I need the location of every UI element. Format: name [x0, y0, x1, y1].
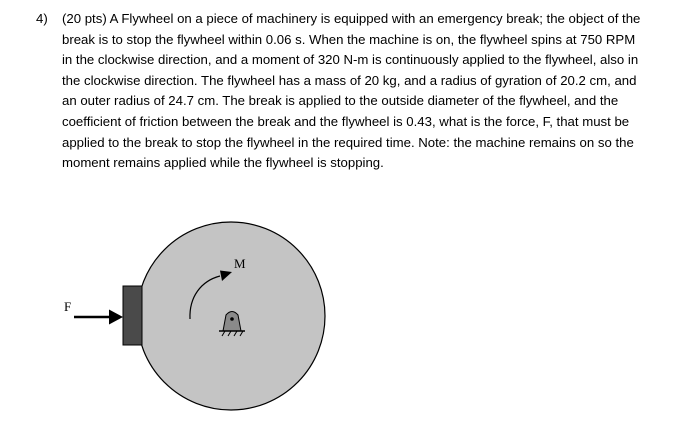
moment-label: M: [234, 256, 246, 271]
force-label: F: [64, 299, 72, 314]
problem-number: 4): [36, 11, 48, 26]
brake-pad: [123, 286, 142, 345]
problem-text: (20 pts) A Flywheel on a piece of machinery is equipped with an emergency break; the object of the break is to stop the flywheel within 0.06 s. When the machine is on, the flywheel spins at 750 RPM in the clockwise direction, and a moment of 320 N-m is continuously applied to the flywheel, also in the clockwise direction. The flywheel has a mass of 20 kg, and a radius of gyration of 20.2 cm, and an outer radius of 24.7 cm. The break is applied to the outside diameter of the flywheel, and the coefficient of friction between the break and the flywheel is 0.43, what is the force, F, that must be applied to the break to stop the flywheel in the required time. Note: the machine remains on so the moment remains applied while the flywheel is stopping.: [62, 11, 641, 171]
force-arrow: [74, 310, 123, 325]
